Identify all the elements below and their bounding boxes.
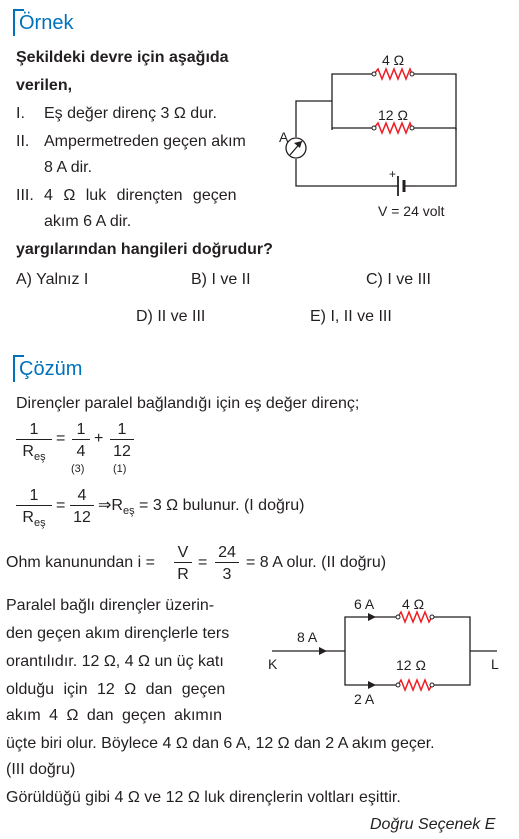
current-bottom-label: 2 A [354, 691, 375, 707]
plus-sign: + [94, 430, 104, 447]
current-main-label: 8 A [297, 629, 318, 645]
item-number: II. [16, 133, 30, 150]
multiplier-note: (1) [113, 463, 127, 475]
equals-sign: = [56, 497, 66, 514]
node-k-label: K [268, 656, 278, 672]
paragraph-line: orantılıdır. 12 Ω, 4 Ω un üç katı [6, 653, 224, 670]
question-line-1: Şekildeki devre için aşağıda [16, 49, 229, 66]
option-b[interactable]: B) I ve II [191, 271, 251, 288]
ohm-fraction: $\frac{V}{R}$ [174, 544, 192, 584]
equation-1-fraction: $\frac{1}{12}$ [110, 421, 134, 461]
heading-accent-bar [13, 9, 15, 36]
equals-sign: = [56, 430, 66, 447]
resistor-label-top: 4 Ω [382, 52, 405, 68]
solution-heading: Çözüm [19, 358, 83, 380]
option-c[interactable]: C) I ve III [366, 271, 431, 288]
item-text: akım 6 A dir. [44, 213, 132, 230]
equation-1-fraction: 1 $R_{eş}$ [16, 421, 52, 466]
heading-accent-bar [13, 9, 24, 11]
paragraph-line: den geçen akım dirençlerle ters [6, 625, 230, 642]
voltage-label: V = 24 volt [378, 203, 445, 219]
option-d[interactable]: D) II ve III [136, 308, 206, 325]
heading-accent-bar [13, 355, 24, 357]
paragraph-line: akım 4 Ω dan geçen akımın [6, 707, 223, 724]
paragraph-line: (III doğru) [6, 761, 76, 778]
implies-arrow-icon: ⇒ [98, 497, 112, 514]
option-e[interactable]: E) I, II ve III [310, 308, 392, 325]
equals-sign: = [198, 554, 208, 571]
item-number: I. [16, 105, 25, 122]
item-text: Eş değer direnç 3 Ω dur. [44, 105, 217, 122]
equation-1-fraction: $\frac{1}{4}$ [72, 421, 90, 461]
resistor-label-bottom: 12 Ω [378, 107, 408, 123]
paragraph-line: olduğu için 12 Ω dan geçen [6, 681, 226, 698]
solution-intro: Dirençler paralel bağlandığı için eş değer direnç; [16, 395, 360, 412]
resistor-label-top: 4 Ω [402, 596, 425, 612]
ohm-law-prefix: Ohm kanunundan i = [6, 554, 155, 571]
example-heading: Örnek [19, 12, 74, 34]
heading-accent-bar [13, 355, 15, 382]
current-top-label: 6 A [354, 596, 375, 612]
paragraph-line: Paralel bağlı dirençler üzerin- [6, 597, 215, 614]
item-text: 8 A dir. [44, 159, 93, 176]
paragraph-line: üçte biri olur. Böylece 4 Ω dan 6 A, 12 Ω dan 2 A akım geçer. [6, 735, 435, 752]
item-text: 4 Ω luk dirençten geçen [44, 187, 237, 204]
equation-2-fraction: $\frac{4}{12}$ [70, 487, 94, 527]
ammeter-label: A [279, 129, 289, 145]
ohm-law-result: = 8 A olur. (II doğru) [246, 554, 387, 571]
item-text: Ampermetreden geçen akım [44, 133, 246, 150]
resistor-label-bottom: 12 Ω [396, 657, 426, 673]
equation-2-result: $\Rightarrow R_{eş} = 3$ Ω bulunur. (I doğru) [98, 497, 305, 518]
multiplier-note: (3) [71, 463, 85, 475]
ohm-fraction: $\frac{24}{3}$ [215, 544, 239, 584]
question-end: yargılarından hangileri doğrudur? [16, 241, 273, 258]
battery-plus-sign: + [389, 167, 397, 181]
equation-2-fraction: 1 $R_{eş}$ [16, 487, 52, 532]
node-l-label: L [491, 656, 499, 672]
item-number: III. [16, 187, 34, 204]
option-a[interactable]: A) Yalnız I [16, 271, 89, 288]
paragraph-line: Görüldüğü gibi 4 Ω ve 12 Ω luk dirençlerin voltları eşittir. [6, 789, 401, 806]
question-line-2: verilen, [16, 77, 73, 94]
answer-label: Doğru Seçenek E [370, 816, 496, 833]
